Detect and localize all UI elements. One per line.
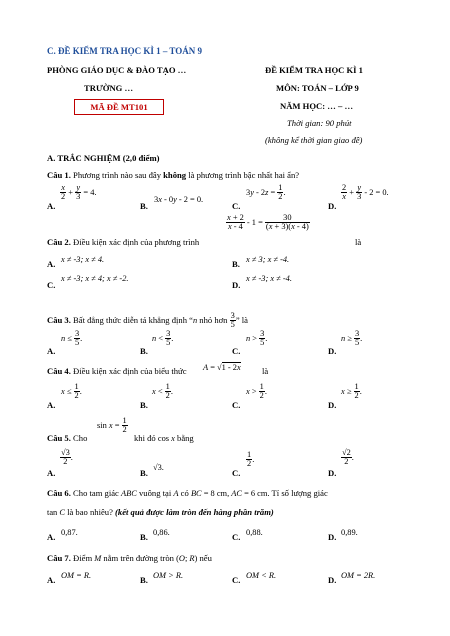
q6-text-4: . Tỉ số lượng giác (267, 488, 328, 498)
q1-text: Phương trình nào sau đây (70, 170, 164, 180)
q5-option-d-label: D. (328, 468, 337, 478)
q6-tan: tan C (47, 508, 65, 517)
subject-line: MÔN: TOÁN – LỚP 9 (276, 83, 359, 93)
q3-option-c-label: C. (232, 346, 241, 356)
q2-text: Điều kiện xác định của phương trình (70, 237, 200, 247)
q6-option-b-label: B. (140, 532, 148, 542)
q6-line-2 (47, 507, 274, 517)
q4-option-c: x > $\frac{1}{2}$ . (246, 382, 267, 401)
q6-option-c: 0,88. (246, 528, 263, 537)
q6-text-2: vuông tại (136, 488, 172, 498)
q1-option-c-formula: 3y - 2z = $\frac{1}{2}$ . (246, 183, 286, 202)
q2-option-a-label: A. (47, 259, 56, 269)
q3-option-b-label: B. (140, 346, 148, 356)
q4-option-c-label: C. (232, 400, 241, 410)
q2-label: Câu 2. (47, 237, 71, 247)
q5-tail: bằng (174, 433, 194, 443)
q7-option-c: OM < R. (246, 571, 277, 580)
question-6 (47, 488, 328, 498)
q1-text-end: là phương trình bậc nhất hai ẩn? (186, 170, 300, 180)
q5-mid-text: khi đó (134, 433, 156, 443)
q2-option-a: x ≠ -3; x ≠ 4. (61, 255, 105, 264)
q2-option-d-label: D. (232, 280, 241, 290)
exam-name: ĐỀ KIỂM TRA HỌC KÌ 1 (265, 65, 363, 75)
q7-option-b-label: B. (140, 575, 148, 585)
q1-option-a-label: A. (47, 201, 56, 211)
q5-mid (134, 433, 194, 443)
question-7 (47, 553, 212, 563)
q5-option-a: $\frac{√3}{2}$ . (61, 448, 73, 467)
school-name: TRƯỜNG … (84, 83, 134, 93)
q6-given: BC = 8 cm, AC = 6 cm (190, 489, 268, 498)
q5-option-b: √3. (153, 463, 164, 472)
q3-text-mid: nhỏ hơn (197, 314, 230, 325)
q4-option-b-label: B. (140, 400, 148, 410)
exam-time: Thời gian: 90 phút (287, 118, 352, 128)
q6-triangle: ABC (121, 489, 137, 498)
q2-option-d: x ≠ -3; x ≠ -4. (246, 274, 292, 283)
q5-text: Cho (70, 433, 88, 443)
q4-option-d-label: D. (328, 400, 337, 410)
q3-variable: n (192, 315, 198, 325)
q6-option-c-label: C. (232, 532, 241, 542)
q5-option-d: $\frac{√2}{2}$ . (342, 448, 354, 467)
question-4 (47, 366, 187, 376)
q7-text-1: Điểm (70, 553, 93, 563)
q7-option-a-label: A. (47, 575, 56, 585)
q3-option-d: n ≥ $\frac{3}{5}$ . (341, 329, 363, 348)
q7-option-d-label: D. (328, 575, 337, 585)
q7-option-c-label: C. (232, 575, 241, 585)
q2-option-c: x ≠ -3; x ≠ 4; x ≠ -2. (61, 274, 129, 283)
q4-option-d: x ≥ $\frac{1}{2}$ . (341, 382, 362, 401)
section-heading: A. TRẮC NGHIỆM (2,0 điểm) (47, 153, 160, 163)
q4-option-a-label: A. (47, 400, 56, 410)
q6-option-d-label: D. (328, 532, 337, 542)
q5-given: sin x = $\frac{1}{2}$ (97, 416, 127, 435)
q2-equation: $\frac{x + 2}{x - 4}$ - 1 = $\frac{30}{(x + 3)(x - 4)}$ (227, 213, 309, 232)
exam-code-box (74, 99, 164, 115)
q4-text: Điều kiện xác định của biểu thức (70, 366, 187, 376)
q7-circle: (O; R) (176, 554, 198, 563)
q5-cos: cos x (157, 434, 175, 443)
q7-option-a: OM = R. (61, 571, 92, 580)
q6-option-d: 0,89. (341, 528, 358, 537)
q7-option-b: OM > R. (153, 571, 184, 580)
q1-option-a-formula: $\frac{x}{2}$ + $\frac{y}{3}$ = 4. (61, 183, 97, 202)
q3-option-c: n > $\frac{3}{5}$ . (246, 329, 268, 348)
q6-option-a-label: A. (47, 532, 56, 542)
q6-text-3: có (178, 488, 189, 498)
q6-text-1: Cho tam giác (70, 488, 119, 498)
q5-option-b-label: B. (140, 468, 148, 478)
q6-line2-text: là bao nhiêu? (64, 507, 113, 517)
q4-option-a: x ≤ $\frac{1}{2}$ . (61, 382, 82, 401)
q3-tail: ” là (235, 314, 248, 325)
question-5 (47, 433, 87, 443)
q4-tail: là (262, 366, 269, 376)
document-title: C. ĐỀ KIỂM TRA HỌC KÌ 1 – TOÁN 9 (47, 46, 203, 56)
q1-emphasis: không (163, 170, 187, 180)
q7-text-3: nếu (197, 553, 212, 563)
q1-label: Câu 1. (47, 170, 71, 180)
q1-option-d-label: D. (328, 201, 337, 211)
school-year: NĂM HỌC: … – … (280, 101, 354, 111)
q3-option-a-label: A. (47, 346, 56, 356)
q3-option-d-label: D. (328, 346, 337, 356)
q7-label: Câu 7. (47, 553, 71, 563)
q7-option-d: OM = 2R. (341, 571, 376, 580)
exam-note: (không kể thời gian giao đề) (265, 135, 363, 145)
question-3 (47, 312, 248, 330)
q2-option-b-label: B. (232, 259, 240, 269)
q3-fraction: $\frac{3}{5}$ (230, 311, 235, 330)
q7-point: M (94, 554, 102, 563)
q5-option-a-label: A. (47, 468, 56, 478)
q1-option-d-formula: $\frac{2}{x}$ + $\frac{y}{3}$ - 2 = 0. (342, 183, 389, 202)
q2-tail: là (355, 237, 362, 247)
q3-label: Câu 3. (47, 314, 71, 325)
q5-label: Câu 5. (47, 433, 71, 443)
q6-label: Câu 6. (47, 488, 71, 498)
q6-vertex: A (173, 489, 179, 498)
dept-name: PHÒNG GIÁO DỤC & ĐÀO TẠO … (47, 65, 187, 75)
q4-option-b: x < $\frac{1}{2}$ . (152, 382, 173, 401)
q6-option-b: 0,86. (153, 528, 170, 537)
exam-code: MÃ ĐỀ MT101 (90, 102, 148, 112)
q6-option-a: 0,87. (61, 528, 78, 537)
q1-option-b-label: B. (140, 201, 148, 211)
q3-text: Bất đẳng thức diễn tả khẳng định “ (70, 314, 193, 325)
q6-rounding-note: (kết quả được làm tròn đến hàng phần trăm) (112, 507, 274, 517)
q4-expression: A = √1 - 2x (203, 363, 241, 372)
q4-label: Câu 4. (47, 366, 71, 376)
q3-option-b: n < $\frac{3}{5}$ . (152, 329, 174, 348)
question-1 (47, 170, 299, 180)
q7-text-2: nằm trên đường tròn (101, 553, 174, 563)
q2-option-c-label: C. (47, 280, 56, 290)
q1-option-c-label: C. (232, 201, 241, 211)
question-2 (47, 237, 199, 247)
q5-option-c-label: C. (232, 468, 241, 478)
q3-option-a: n ≤ $\frac{3}{5}$ . (61, 329, 83, 348)
q2-option-b: x ≠ 3; x ≠ -4. (246, 255, 290, 264)
q5-option-c: $\frac{1}{2}$ . (247, 450, 255, 469)
q1-option-b-formula: 3x - 0y - 2 = 0. (154, 195, 204, 204)
